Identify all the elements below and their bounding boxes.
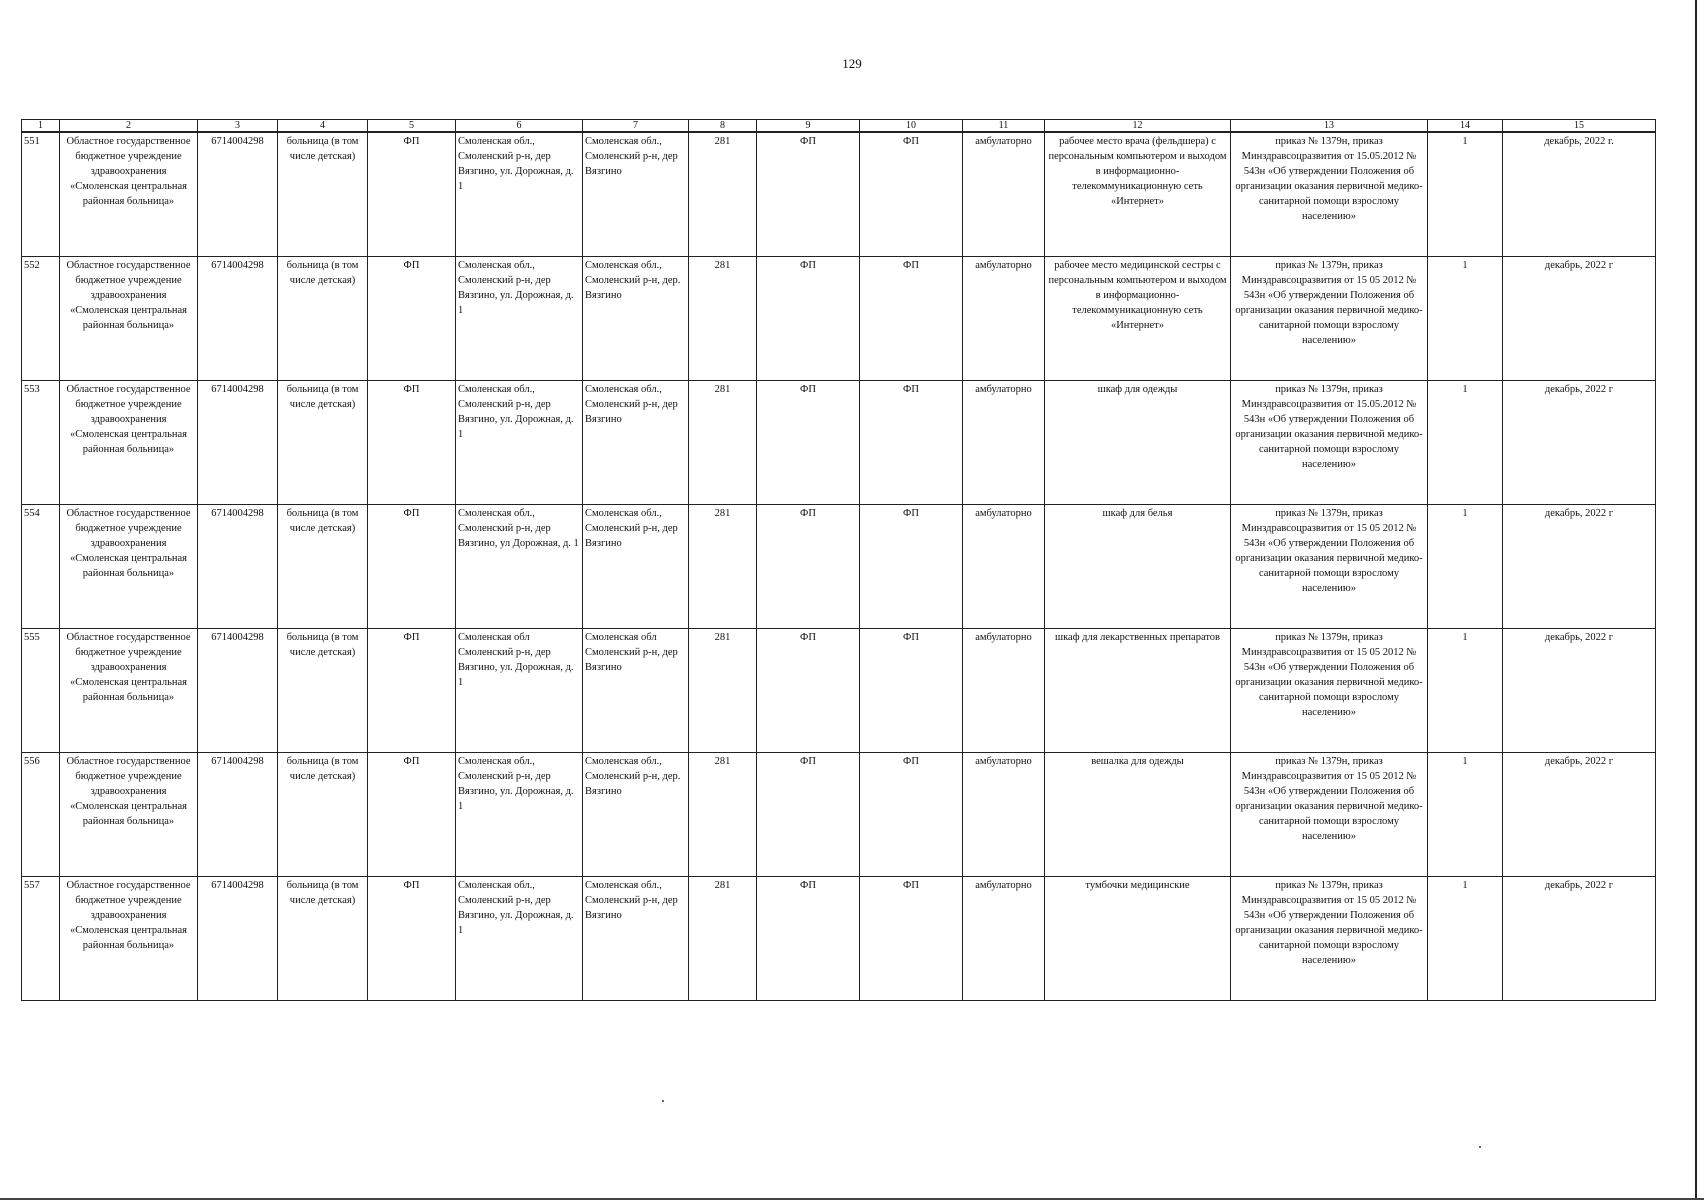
table-row [22,752,1656,876]
code-cell: 281 [689,256,757,380]
legal-basis-cell: приказ № 1379н, приказ Минздравсоцразвития от 15.05.2012 № 543н «Об утверждении Положения об организации оказания первичной медико-санитарной помощи взрослому населению» [1231,380,1428,504]
unit-kind-cell: ФП [860,628,963,752]
address-cell: Смоленская обл., Смоленский р-н, дер Вязгино, ул. Дорожная, д. 1 [456,380,583,504]
unit-type-cell: ФП [757,380,860,504]
facility-type-cell: больница (в том числе детская) [278,504,368,628]
legal-basis-cell: приказ № 1379н, приказ Минздравсоцразвития от 15 05 2012 № 543н «Об утверждении Положения об организации оказания первичной медико-санитарной помощи взрослому населению» [1231,876,1428,1000]
quantity-cell: 1 [1428,132,1503,256]
settlement-cell: Смоленская обл., Смоленский р-н, дер Вязгино [583,504,689,628]
organization-cell: Областное государственное бюджетное учреждение здравоохранения «Смоленская центральная районная больница» [60,628,198,752]
column-header: 5 [368,120,456,133]
equipment-cell: рабочее место врача (фельдшера) с персональным компьютером и выходом в информационно-телекоммуникационную сеть «Интернет» [1045,132,1231,256]
table-row [22,256,1656,380]
column-header: 10 [860,120,963,133]
care-mode-cell: амбулаторно [963,628,1045,752]
code-cell: 281 [689,628,757,752]
column-header: 11 [963,120,1045,133]
unit-cell: ФП [368,752,456,876]
column-header: 12 [1045,120,1231,133]
facility-type-cell: больница (в том числе детская) [278,752,368,876]
quantity-cell: 1 [1428,380,1503,504]
unit-type-cell: ФП [757,504,860,628]
column-header: 2 [60,120,198,133]
unit-type-cell: ФП [757,132,860,256]
header-row [22,120,1656,133]
unit-kind-cell: ФП [860,504,963,628]
unit-type-cell: ФП [757,752,860,876]
row-number-cell: 552 [22,256,60,380]
facility-type-cell: больница (в том числе детская) [278,380,368,504]
unit-cell: ФП [368,628,456,752]
unit-cell: ФП [368,256,456,380]
column-header: 9 [757,120,860,133]
code-cell: 281 [689,380,757,504]
equipment-cell: шкаф для белья [1045,504,1231,628]
address-cell: Смоленская обл., Смоленский р-н, дер Вязгино, ул. Дорожная, д. 1 [456,256,583,380]
facility-type-cell: больница (в том числе детская) [278,876,368,1000]
column-header: 15 [1503,120,1656,133]
facility-type-cell: больница (в том числе детская) [278,628,368,752]
quantity-cell: 1 [1428,628,1503,752]
unit-cell: ФП [368,380,456,504]
unit-kind-cell: ФП [860,256,963,380]
unit-cell: ФП [368,132,456,256]
code-cell: 281 [689,504,757,628]
settlement-cell: Смоленская обл., Смоленский р-н, дер Вязгино [583,132,689,256]
code-cell: 281 [689,876,757,1000]
page-right-edge [1695,0,1697,1200]
unit-cell: ФП [368,876,456,1000]
column-header: 3 [198,120,278,133]
deadline-cell: декабрь, 2022 г [1503,752,1656,876]
inn-cell: 6714004298 [198,504,278,628]
inn-cell: 6714004298 [198,628,278,752]
organization-cell: Областное государственное бюджетное учреждение здравоохранения «Смоленская центральная районная больница» [60,876,198,1000]
deadline-cell: декабрь, 2022 г. [1503,132,1656,256]
table-row [22,132,1656,256]
quantity-cell: 1 [1428,256,1503,380]
scan-speck [662,1100,664,1102]
care-mode-cell: амбулаторно [963,132,1045,256]
row-number-cell: 553 [22,380,60,504]
row-number-cell: 557 [22,876,60,1000]
settlement-cell: Смоленская обл., Смоленский р-н, дер Вязгино [583,876,689,1000]
unit-kind-cell: ФП [860,132,963,256]
table-row [22,876,1656,1000]
deadline-cell: декабрь, 2022 г [1503,380,1656,504]
row-number-cell: 556 [22,752,60,876]
legal-basis-cell: приказ № 1379н, приказ Минздравсоцразвития от 15 05 2012 № 543н «Об утверждении Положения об организации оказания первичной медико-санитарной помощи взрослому населению» [1231,504,1428,628]
row-number-cell: 551 [22,132,60,256]
equipment-cell: шкаф для одежды [1045,380,1231,504]
quantity-cell: 1 [1428,504,1503,628]
legal-basis-cell: приказ № 1379н, приказ Минздравсоцразвития от 15.05.2012 № 543н «Об утверждении Положения об организации оказания первичной медико-санитарной помощи взрослому населению» [1231,132,1428,256]
deadline-cell: декабрь, 2022 г [1503,628,1656,752]
legal-basis-cell: приказ № 1379н, приказ Минздравсоцразвития от 15 05 2012 № 543н «Об утверждении Положения об организации оказания первичной медико-санитарной помощи взрослому населению» [1231,256,1428,380]
address-cell: Смоленская обл., Смоленский р-н, дер Вязгино, ул. Дорожная, д. 1 [456,752,583,876]
care-mode-cell: амбулаторно [963,752,1045,876]
column-header: 4 [278,120,368,133]
legal-basis-cell: приказ № 1379н, приказ Минздравсоцразвития от 15 05 2012 № 543н «Об утверждении Положения об организации оказания первичной медико-санитарной помощи взрослому населению» [1231,752,1428,876]
column-header: 13 [1231,120,1428,133]
table-body [22,132,1656,1000]
equipment-cell: вешалка для одежды [1045,752,1231,876]
inn-cell: 6714004298 [198,132,278,256]
care-mode-cell: амбулаторно [963,876,1045,1000]
organization-cell: Областное государственное бюджетное учреждение здравоохранения «Смоленская центральная районная больница» [60,504,198,628]
facility-type-cell: больница (в том числе детская) [278,256,368,380]
organization-cell: Областное государственное бюджетное учреждение здравоохранения «Смоленская центральная районная больница» [60,752,198,876]
register-table [21,119,1656,1001]
care-mode-cell: амбулаторно [963,256,1045,380]
table-row [22,504,1656,628]
settlement-cell: Смоленская обл., Смоленский р-н, дер Вязгино [583,380,689,504]
unit-kind-cell: ФП [860,876,963,1000]
unit-type-cell: ФП [757,876,860,1000]
equipment-cell: рабочее место медицинской сестры с персональным компьютером и выходом в информационно-телекоммуникационную сеть «Интернет» [1045,256,1231,380]
organization-cell: Областное государственное бюджетное учреждение здравоохранения «Смоленская центральная районная больница» [60,380,198,504]
inn-cell: 6714004298 [198,876,278,1000]
settlement-cell: Смоленская обл Смоленский р-н, дер Вязгино [583,628,689,752]
column-header: 7 [583,120,689,133]
unit-kind-cell: ФП [860,380,963,504]
unit-kind-cell: ФП [860,752,963,876]
deadline-cell: декабрь, 2022 г [1503,876,1656,1000]
care-mode-cell: амбулаторно [963,380,1045,504]
organization-cell: Областное государственное бюджетное учреждение здравоохранения «Смоленская центральная районная больница» [60,132,198,256]
column-header: 6 [456,120,583,133]
unit-cell: ФП [368,504,456,628]
inn-cell: 6714004298 [198,752,278,876]
unit-type-cell: ФП [757,256,860,380]
equipment-cell: тумбочки медицинские [1045,876,1231,1000]
inn-cell: 6714004298 [198,380,278,504]
inn-cell: 6714004298 [198,256,278,380]
table-row [22,380,1656,504]
row-number-cell: 555 [22,628,60,752]
address-cell: Смоленская обл., Смоленский р-н, дер Вязгино, ул Дорожная, д. 1 [456,504,583,628]
address-cell: Смоленская обл Смоленский р-н, дер Вязгино, ул. Дорожная, д. 1 [456,628,583,752]
quantity-cell: 1 [1428,876,1503,1000]
settlement-cell: Смоленская обл., Смоленский р-н, дер. Вязгино [583,256,689,380]
organization-cell: Областное государственное бюджетное учреждение здравоохранения «Смоленская центральная районная больница» [60,256,198,380]
facility-type-cell: больница (в том числе детская) [278,132,368,256]
code-cell: 281 [689,752,757,876]
column-header: 14 [1428,120,1503,133]
row-number-cell: 554 [22,504,60,628]
equipment-cell: шкаф для лекарственных препаратов [1045,628,1231,752]
page-number: 129 [842,56,862,71]
scan-speck [1479,1146,1481,1148]
settlement-cell: Смоленская обл., Смоленский р-н, дер. Вязгино [583,752,689,876]
address-cell: Смоленская обл., Смоленский р-н, дер Вязгино, ул. Дорожная, д. 1 [456,132,583,256]
column-header: 1 [22,120,60,133]
table-row [22,628,1656,752]
column-header: 8 [689,120,757,133]
deadline-cell: декабрь, 2022 г [1503,256,1656,380]
quantity-cell: 1 [1428,752,1503,876]
address-cell: Смоленская обл., Смоленский р-н, дер Вязгино, ул. Дорожная, д. 1 [456,876,583,1000]
care-mode-cell: амбулаторно [963,504,1045,628]
unit-type-cell: ФП [757,628,860,752]
code-cell: 281 [689,132,757,256]
deadline-cell: декабрь, 2022 г [1503,504,1656,628]
legal-basis-cell: приказ № 1379н, приказ Минздравсоцразвития от 15 05 2012 № 543н «Об утверждении Положения об организации оказания первичной медико-санитарной помощи взрослому населению» [1231,628,1428,752]
